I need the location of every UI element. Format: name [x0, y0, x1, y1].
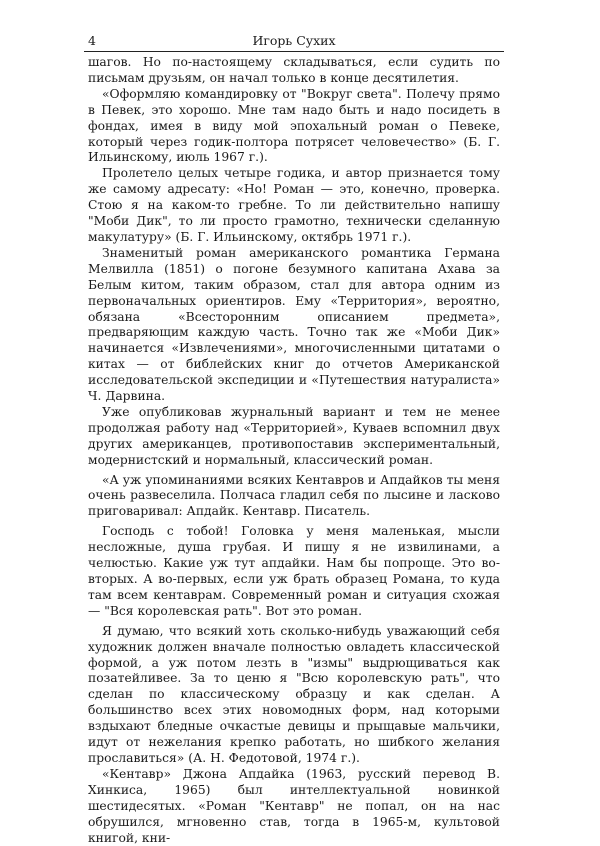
paragraph: «Кентавр» Джона Апдайка (1963, русский перевод В. Хинкиса, 1965) был интеллектуальной новинкой шестидесятых. «Роман "Кентавр" не попал, он на нас обрушился, мгновенно став, тогда в 1965-м, культовой книгой, кни- [88, 766, 500, 845]
paragraph: «Оформляю командировку от "Вокруг света". Полечу прямо в Певек, это хорошо. Мне там надо быть и надо посидеть в фондах, имея в виду мой эпохальный роман о Певеке, который через годик-полтора потрясет человечество» (Б. Г. Ильинскому, июль 1967 г.). [88, 86, 500, 165]
quote-paragraph: Я думаю, что всякий хоть сколько-нибудь уважающий себя художник должен вначале полностью овладеть классической формой, а уж потом лезть в "измы" выдрющиваться как позатейливее. За то ценю я "Всю королевскую рать", что сделан по классическому образцу и как сделан. А большинство всех этих новомодных форм, над которыми вздыхают бледные очкастые девицы и прыщавые мальчики, идут от нежелания крепко работать, но шибкого желания прославиться» (А. Н. Федотовой, 1974 г.). [88, 623, 500, 765]
paragraph: шагов. Но по-настоящему складываться, если судить по письмам друзьям, он начал только в конце десятилетия. [88, 55, 500, 85]
header-rule [84, 51, 504, 52]
body-text [88, 55, 500, 846]
paragraph: Пролетело целых четыре годика, и автор признается тому же самому адресату: «Но! Роман — это, конечно, проверка. Стою я на каком-то гребне. То ли действительно напишу "Моби Дик", то ли просто грамотно, технически сделанную макулатуру» (Б. Г. Ильинскому, октябрь 1971 г.). [88, 166, 500, 244]
running-header [84, 33, 504, 51]
paragraph: Уже опубликовав журнальный вариант и тем не менее продолжая работу над «Территорией», Куваев вспомнил двух других американцев, противопоставив экспериментальный, модернистский и нормальный, классический роман. [88, 404, 500, 467]
running-title: Игорь Сухих [252, 33, 336, 48]
quote-paragraph: Господь с тобой! Головка у меня маленькая, мысли несложные, душа грубая. И пишу я не извилинами, а челюстью. Какие уж тут апдайки. Нам бы попроще. Это во-вторых. А во-первых, если уж брать образец Романа, то куда там всем кентаврам. Современный роман и ситуация схожая — "Вся королевская рать". Вот это роман. [88, 524, 500, 618]
paragraph: Знаменитый роман американского романтика Германа Мелвилла (1851) о погоне безумного капитана Ахава за Белым китом, таким образом, стал для автора одним из первоначальных ориентиров. Ему «Территория», вероятно, обязана «Всесторонним описанием предмета», предваряющим каждую часть. Точно так же «Моби Дик» начинается «Извлечениями», многочисленными цитатами о китах — от библейских книг до отчетов Американской исследовательской экспедиции и «Путешествия натуралиста» Ч. Дарвина. [88, 245, 500, 404]
quote-paragraph: «А уж упоминаниями всяких Кентавров и Апдайков ты меня очень развеселила. Полчаса гладил себя по лысине и ласково приговаривал: Апдайк. Кентавр. Писатель. [88, 472, 500, 519]
page-number: 4 [88, 33, 96, 48]
